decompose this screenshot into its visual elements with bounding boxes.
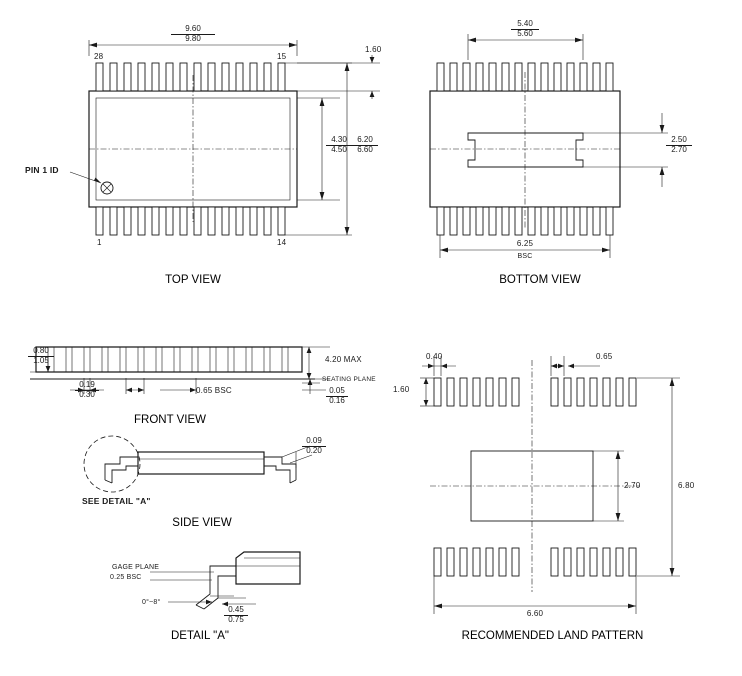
front-view-coplanarity-max: 0.05 bbox=[326, 387, 348, 397]
front-view-height-max: 4.20 MAX bbox=[325, 355, 362, 364]
land-overall-width-dim: 6.60 bbox=[526, 609, 544, 618]
land-center-pad-height-dim: 2.70 bbox=[624, 481, 641, 490]
top-view-overall-height-max: 6.20 bbox=[352, 136, 378, 146]
bottom-view-pad-height-min: 2.70 bbox=[671, 144, 687, 154]
see-detail-a-note: SEE DETAIL "A" bbox=[82, 496, 151, 506]
pin-label-14: 14 bbox=[277, 238, 287, 247]
front-view-lead-width-dim bbox=[75, 381, 99, 399]
front-view-seating-plane-label: SEATING PLANE bbox=[322, 376, 376, 383]
front-view-standoff-dim bbox=[28, 347, 54, 365]
land-pitch-dim: 0.65 bbox=[596, 352, 613, 361]
front-view-pitch-dim: 0.65 BSC bbox=[196, 386, 232, 395]
bottom-view-pad-height-dim bbox=[666, 136, 692, 154]
pin-label-28: 28 bbox=[94, 52, 104, 61]
land-pad-length-dim: 1.60 bbox=[393, 385, 410, 394]
bottom-view-span-note: BSC bbox=[517, 253, 533, 260]
detail-a-foot-length-min: 0.75 bbox=[228, 614, 244, 624]
bottom-view-title: BOTTOM VIEW bbox=[499, 274, 581, 286]
bottom-view-pad-width-min: 5.60 bbox=[517, 28, 533, 38]
side-view-title: SIDE VIEW bbox=[172, 517, 232, 529]
bottom-view-pad-height-max: 2.50 bbox=[666, 136, 692, 146]
front-view-lead-width-max: 0.19 bbox=[75, 381, 99, 391]
detail-a-title: DETAIL "A" bbox=[170, 630, 229, 642]
top-view-body-height-min: 4.50 bbox=[331, 144, 347, 154]
land-overall-height-dim: 6.80 bbox=[678, 481, 695, 490]
top-view-body-height-max: 4.30 bbox=[326, 136, 352, 146]
bottom-view-span-dim: 6.25 bbox=[516, 239, 534, 248]
top-view-overall-height-dim bbox=[352, 136, 378, 154]
gage-plane-value: 0.25 BSC bbox=[110, 574, 142, 581]
top-view-overall-height-min: 6.60 bbox=[357, 144, 373, 154]
top-view-width-min: 9.80 bbox=[185, 33, 201, 43]
top-view-title: TOP VIEW bbox=[165, 274, 221, 286]
front-view-coplanarity-dim bbox=[326, 387, 348, 405]
front-view-standoff-min: 1.05 bbox=[33, 355, 49, 365]
side-view-lead-thickness-dim bbox=[302, 437, 326, 455]
gage-plane-label: GAGE PLANE bbox=[112, 564, 160, 571]
top-view-width-max: 9.60 bbox=[171, 25, 215, 35]
front-view-title: FRONT VIEW bbox=[134, 414, 206, 426]
front-view-lead-width-min: 0.30 bbox=[79, 389, 95, 399]
front-view-coplanarity-min: 0.16 bbox=[329, 395, 345, 405]
land-pad-width-dim: 0.40 bbox=[426, 352, 443, 361]
side-view-lead-thickness-max: 0.09 bbox=[302, 437, 326, 447]
detail-a-angle-dim: 0°~8° bbox=[142, 599, 161, 606]
pin-label-15: 15 bbox=[277, 52, 287, 61]
detail-a-foot-length-dim bbox=[224, 606, 248, 624]
side-view-lead-thickness-min: 0.20 bbox=[306, 445, 322, 455]
front-view-standoff-max: 0.80 bbox=[28, 347, 54, 357]
bottom-view-pad-width-max: 5.40 bbox=[511, 20, 539, 30]
land-pattern-title: RECOMMENDED LAND PATTERN bbox=[461, 630, 644, 642]
top-view-lead-length-dim: 1.60 bbox=[365, 45, 382, 54]
top-view-width-dim bbox=[171, 25, 215, 43]
pin-1-id-label: PIN 1 ID bbox=[25, 165, 59, 175]
top-view-body-height-dim bbox=[326, 136, 352, 154]
detail-a-foot-length-max: 0.45 bbox=[224, 606, 248, 616]
bottom-view-pad-width-dim bbox=[511, 20, 539, 38]
pin-label-1: 1 bbox=[97, 238, 102, 247]
